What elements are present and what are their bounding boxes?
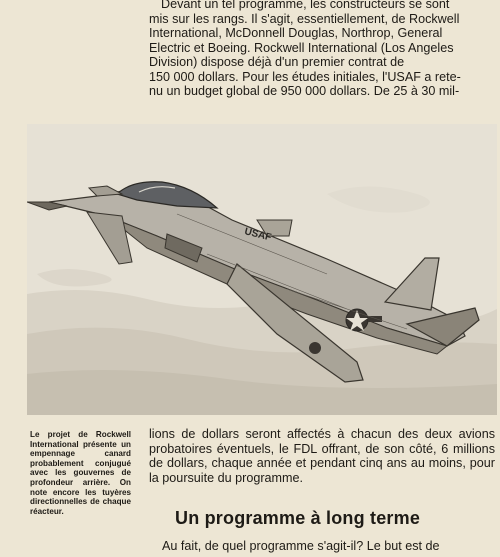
aircraft-drawing [27,124,497,415]
body-paragraph: lions de dollars seront affectés à chacun des deux avions probatoires éventuels, le FDL offrant, de son côté, 6 millions de dollars, chaque année et pendant cinq ans au moins, pour la poursuite du programme. [149,427,495,485]
usaf-marking: USAF [243,226,273,244]
aircraft-illustration [27,124,497,415]
top-line: nu un budget global de 950 000 dollars. De 25 à 30 mil- [149,84,460,98]
top-paragraph [149,0,495,99]
wing-emblem [309,342,321,354]
top-line: Electric et Boeing. Rockwell International (Los Angeles [149,40,454,55]
top-line: International, McDonnell Douglas, Northrop, General [149,26,443,40]
section-heading: Un programme à long terme [175,508,421,528]
next-paragraph-start: Au fait, de quel programme s'agit-il? Le but est de [162,539,440,553]
top-line: Devant un tel programme, les constructeurs se sont [161,0,450,11]
top-line: mis sur les rangs. Il s'agit, essentiellement, de Rockwell [149,11,460,26]
top-line: Division) dispose déjà d'un premier contrat de [149,55,405,69]
top-line: 150 000 dollars. Pour les études initiales, l'USAF a rete- [149,69,461,84]
figure-caption: Le projet de Rockwell International présente un empennage canard probablement conjugué avec les gouvernes de profondeur arrière. On note encore les tuyères directionnelles de chaque réacteur. [30,430,131,516]
